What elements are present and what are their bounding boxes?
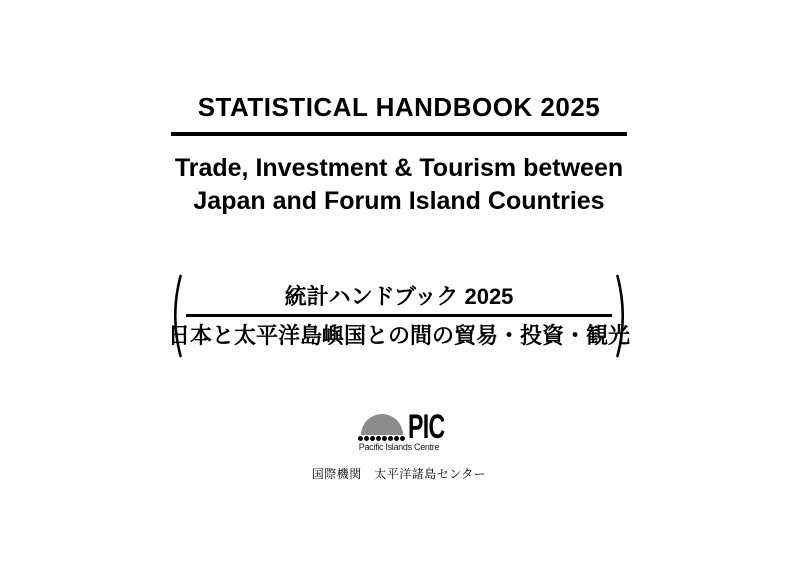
pic-logo-mark [358, 408, 445, 446]
japanese-divider-rule [186, 314, 612, 317]
japanese-title-block [0, 274, 798, 358]
japanese-title: 統計ハンドブック 2025 [284, 283, 514, 309]
japanese-organization-caption: 国際機関 太平洋諸島センター [311, 467, 487, 481]
pic-acronym-wrap [408, 408, 445, 446]
japanese-subtitle: 日本と太平洋島嶼国との間の貿易・投資・観光 [168, 322, 631, 348]
pic-full-name: Pacific Islands Centre [358, 442, 440, 452]
page-title: STATISTICAL HANDBOOK 2025 [197, 92, 601, 122]
title-divider-rule [171, 132, 627, 136]
japanese-title-fraction [168, 283, 631, 349]
page-subtitle [0, 152, 798, 218]
pic-acronym: PIC [408, 408, 445, 446]
subtitle-line-1: Trade, Investment & Tourism between [174, 154, 624, 182]
dots-row-icon [358, 436, 405, 441]
right-parenthesis-icon [615, 274, 630, 358]
subtitle-line-2: Japan and Forum Island Countries [193, 187, 605, 215]
dome-shape [361, 414, 403, 435]
pic-logo [0, 408, 798, 452]
island-dome-icon [358, 414, 405, 441]
